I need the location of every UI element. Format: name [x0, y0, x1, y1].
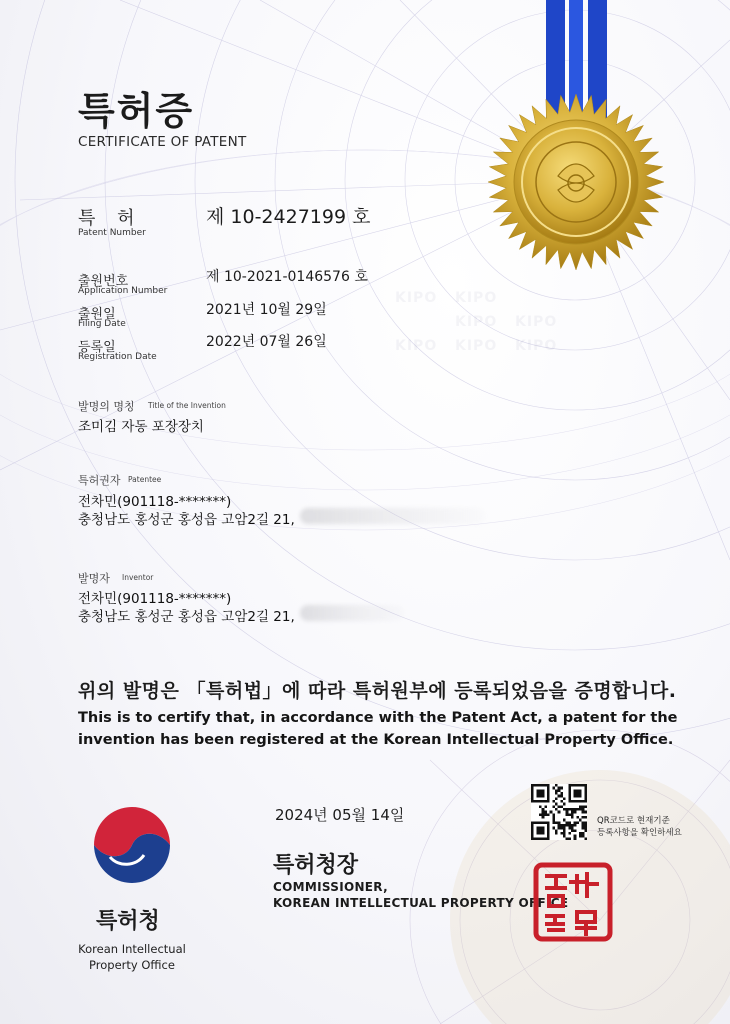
watermark-text: KIPO: [455, 338, 498, 354]
certification-statement-en-line1: This is to certify that, in accordance with the Patent Act, a patent for the: [78, 710, 678, 726]
kipo-logo-icon: [88, 805, 176, 893]
watermark-text: KIPO: [515, 314, 558, 330]
registration-date-label: 등록일: [78, 340, 116, 355]
invention-title-label-en: Title of the Invention: [148, 401, 226, 410]
patent-number-label: 특 허: [78, 208, 143, 229]
watermark-text: KIPO: [395, 290, 438, 306]
application-number-label: 출원번호: [78, 274, 129, 289]
certification-statement-ko: 위의 발명은 「특허법」에 따라 특허원부에 등록되었음을 증명합니다.: [78, 680, 677, 702]
qr-code-icon[interactable]: [531, 784, 587, 840]
inventor-address: 충청남도 홍성군 홍성읍 고암2길 21,: [78, 609, 295, 625]
official-stamp-icon: [533, 862, 613, 942]
filing-date-value: 2021년 10월 29일: [206, 302, 327, 318]
patent-number-label-en: Patent Number: [78, 228, 146, 238]
agency-name-ko: 특허청: [96, 909, 160, 934]
registration-date-label-en: Registration Date: [78, 352, 157, 362]
certificate-title-en: CERTIFICATE OF PATENT: [78, 134, 247, 150]
watermark-text: KIPO: [515, 338, 558, 354]
application-number-value: 제 10-2021-0146576 호: [206, 269, 368, 285]
certification-statement-en-line2: invention has been registered at the Korean Intellectual Property Office.: [78, 732, 674, 748]
commissioner-title-en-line1: COMMISSIONER,: [273, 880, 388, 894]
inventor-name: 전차민(901118-*******): [78, 591, 232, 607]
commissioner-title-en-line2: KOREAN INTELLECTUAL PROPERTY OFFICE: [273, 896, 569, 910]
watermark-text: KIPO: [455, 314, 498, 330]
issue-date: 2024년 05월 14일: [275, 806, 405, 824]
patentee-address: 충청남도 홍성군 홍성읍 고암2길 21,: [78, 512, 295, 528]
patentee-name: 전차민(901118-*******): [78, 494, 232, 510]
patentee-label-en: Patentee: [128, 475, 162, 484]
qr-note-line1: QR코드로 현재기준: [597, 816, 670, 826]
inventor-label: 발명자: [78, 572, 110, 585]
application-number-label-en: Application Number: [78, 286, 168, 296]
invention-title-label: 발명의 명칭: [78, 400, 135, 413]
watermark-text: KIPO: [455, 290, 498, 306]
agency-name-en-line2: Property Office: [89, 958, 175, 972]
registration-date-value: 2022년 07월 26일: [206, 334, 327, 350]
patentee-label: 특허권자: [78, 474, 121, 487]
certificate-title: 특허증: [78, 89, 195, 133]
agency-name-en-line1: Korean Intellectual: [78, 942, 186, 956]
redacted-address-blur: [300, 508, 485, 524]
patent-number-value: 제 10-2427199 호: [206, 206, 371, 228]
watermark-text: KIPO: [395, 338, 438, 354]
inventor-label-en: Inventor: [122, 573, 154, 582]
gold-seal-icon: [486, 92, 666, 272]
redacted-address-blur: [300, 605, 405, 621]
qr-note-line2: 등록사항을 확인하세요: [597, 828, 682, 838]
invention-title-value: 조미김 자동 포장장치: [78, 419, 204, 435]
filing-date-label: 출원일: [78, 307, 116, 322]
commissioner-title: 특허청장: [273, 853, 359, 878]
filing-date-label-en: Filing Date: [78, 319, 126, 329]
